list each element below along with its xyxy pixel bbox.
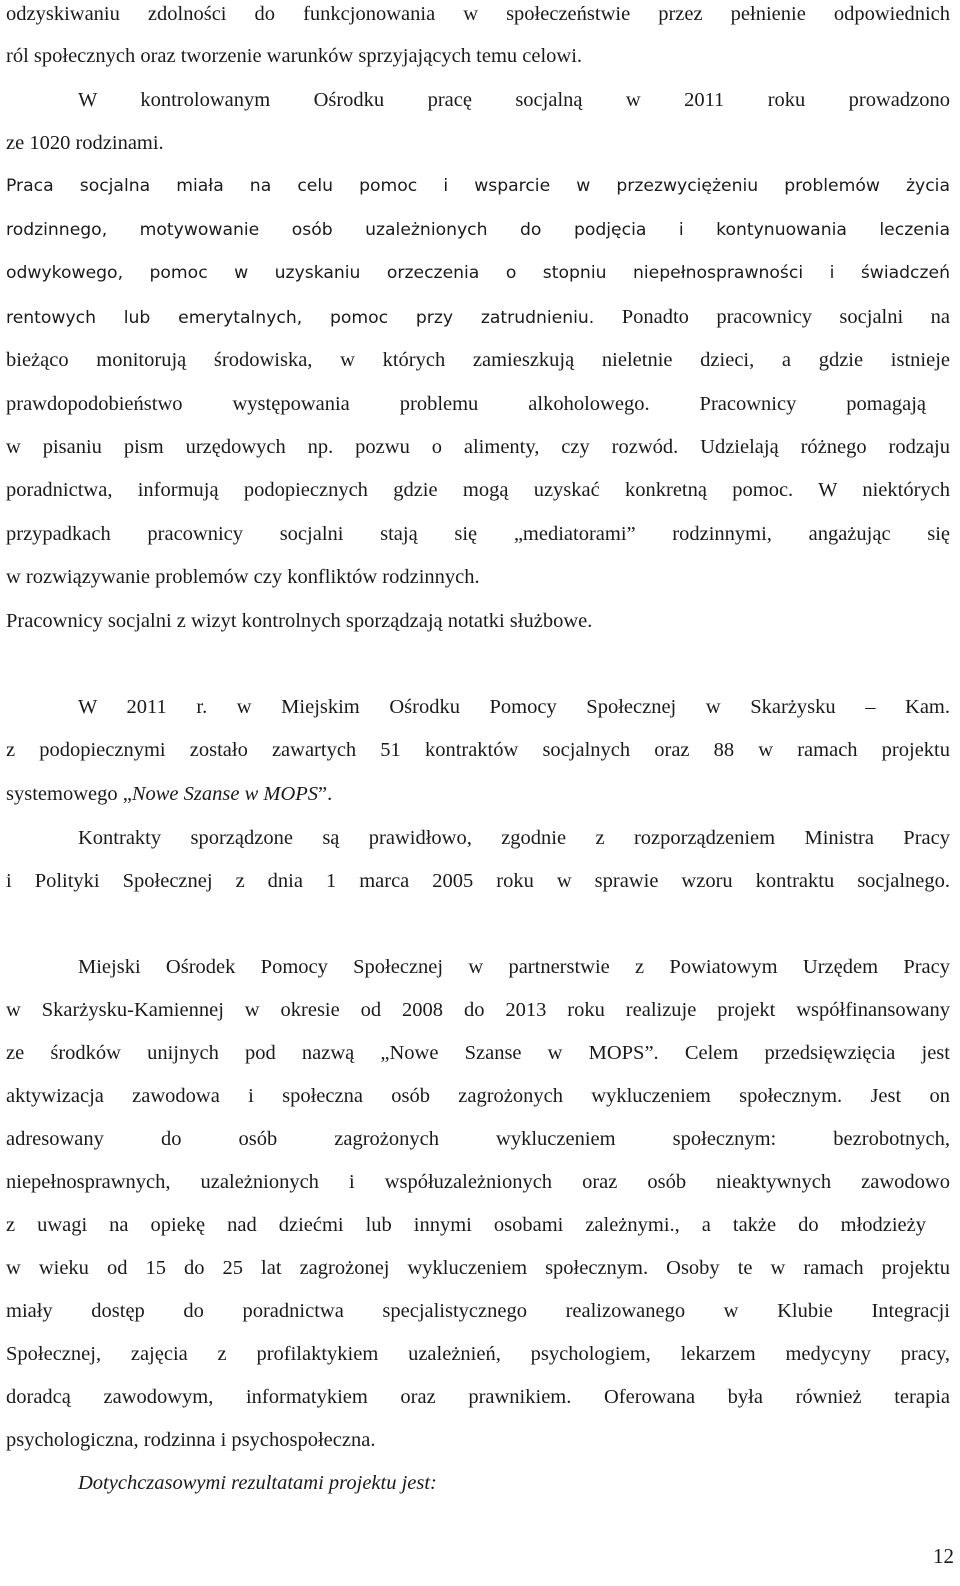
text-line: doradcą zawodowym, informatykiem oraz prawnikiem. Oferowana była również terapia bbox=[6, 1386, 950, 1408]
text-line: Miejski Ośrodek Pomocy Społecznej w partnerstwie z Powiatowym Urzędem Pracy bbox=[78, 956, 950, 978]
text-line: przypadkach pracownicy socjalni stają się „mediatorami” rodzinnymi, angażując się bbox=[6, 523, 950, 545]
text-line: ról społecznych oraz tworzenie warunków sprzyjających temu celowi. bbox=[6, 45, 583, 67]
text-line: niepełnosprawnych, uzależnionych i współuzależnionych oraz osób nieaktywnych zawodowo bbox=[6, 1171, 950, 1193]
text-line: prawdopodobieństwo występowania problemu alkoholowego. Pracownicy pomagają bbox=[6, 393, 926, 415]
text-fragment: systemowego „ bbox=[6, 783, 132, 805]
text-line: W kontrolowanym Ośrodku pracę socjalną w 2011 roku prowadzono bbox=[78, 89, 950, 111]
page-number: 12 bbox=[933, 1544, 954, 1568]
text-line: w rozwiązywanie problemów czy konfliktów rodzinnych. bbox=[6, 566, 480, 588]
text-line: W 2011 r. w Miejskim Ośrodku Pomocy Społecznej w Skarżysku – Kam. bbox=[78, 696, 950, 718]
text-line: ze 1020 rodzinami. bbox=[6, 132, 164, 154]
text-fragment: rentowych lub emerytalnych, pomoc przy zatrudnieniu. bbox=[6, 308, 595, 328]
text-line: psychologiczna, rodzinna i psychospołeczna. bbox=[6, 1429, 376, 1451]
text-fragment: Ponadto pracownicy socjalni na bbox=[594, 306, 950, 328]
text-line: Pracownicy socjalni z wizyt kontrolnych sporządzają notatki służbowe. bbox=[6, 610, 593, 632]
text-line: w wieku od 15 do 25 lat zagrożonej wykluczeniem społecznym. Osoby te w ramach projektu bbox=[6, 1257, 950, 1279]
text-line bbox=[6, 303, 950, 332]
project-name: Nowe Szanse w MOPS bbox=[131, 783, 319, 805]
text-line: z podopiecznymi zostało zawartych 51 kontraktów socjalnych oraz 88 w ramach projektu bbox=[6, 739, 950, 761]
text-line: rodzinnego, motywowanie osób uzależnionych do podjęcia i kontynuowania leczenia bbox=[6, 220, 950, 240]
text-line bbox=[6, 780, 332, 808]
text-line: ze środków unijnych pod nazwą „Nowe Szanse w MOPS”. Celem przedsięwzięcia jest bbox=[6, 1042, 950, 1064]
text-line: w pisaniu pism urzędowych np. pozwu o alimenty, czy rozwód. Udzielają różnego rodzaju bbox=[6, 436, 950, 458]
text-fragment: ”. bbox=[318, 783, 333, 805]
text-line: aktywizacja zawodowa i społeczna osób zagrożonych wykluczeniem społecznym. Jest on bbox=[6, 1085, 950, 1107]
text-line: Kontrakty sporządzone są prawidłowo, zgodnie z rozporządzeniem Ministra Pracy bbox=[78, 827, 950, 849]
text-line: bieżąco monitorują środowiska, w których zamieszkują nieletnie dzieci, a gdzie istnieje bbox=[6, 349, 950, 371]
text-line: odzyskiwaniu zdolności do funkcjonowania w społeczeństwie przez pełnienie odpowiednich bbox=[6, 3, 950, 25]
section-intro: Dotychczasowymi rezultatami projektu jest: bbox=[78, 1472, 437, 1494]
text-line: poradnictwa, informują podopiecznych gdzie mogą uzyskać konkretną pomoc. W niektórych bbox=[6, 479, 950, 501]
text-line: odwykowego, pomoc w uzyskaniu orzeczenia o stopniu niepełnosprawności i świadczeń bbox=[6, 263, 950, 283]
text-line: Społecznej, zajęcia z profilaktykiem uzależnień, psychologiem, lekarzem medycyny pracy, bbox=[6, 1343, 950, 1365]
text-line: z uwagi na opiekę nad dziećmi lub innymi osobami zależnymi., a także do młodzieży bbox=[6, 1214, 926, 1236]
text-line: Praca socjalna miała na celu pomoc i wsparcie w przezwyciężeniu problemów życia bbox=[6, 176, 950, 196]
text-line: miały dostęp do poradnictwa specjalistycznego realizowanego w Klubie Integracji bbox=[6, 1300, 950, 1322]
text-line: w Skarżysku-Kamiennej w okresie od 2008 do 2013 roku realizuje projekt współfinansowany bbox=[6, 999, 950, 1021]
text-line: i Polityki Społecznej z dnia 1 marca 2005 roku w sprawie wzoru kontraktu socjalnego. bbox=[6, 870, 950, 892]
text-line: adresowany do osób zagrożonych wykluczeniem społecznym: bezrobotnych, bbox=[6, 1128, 950, 1150]
